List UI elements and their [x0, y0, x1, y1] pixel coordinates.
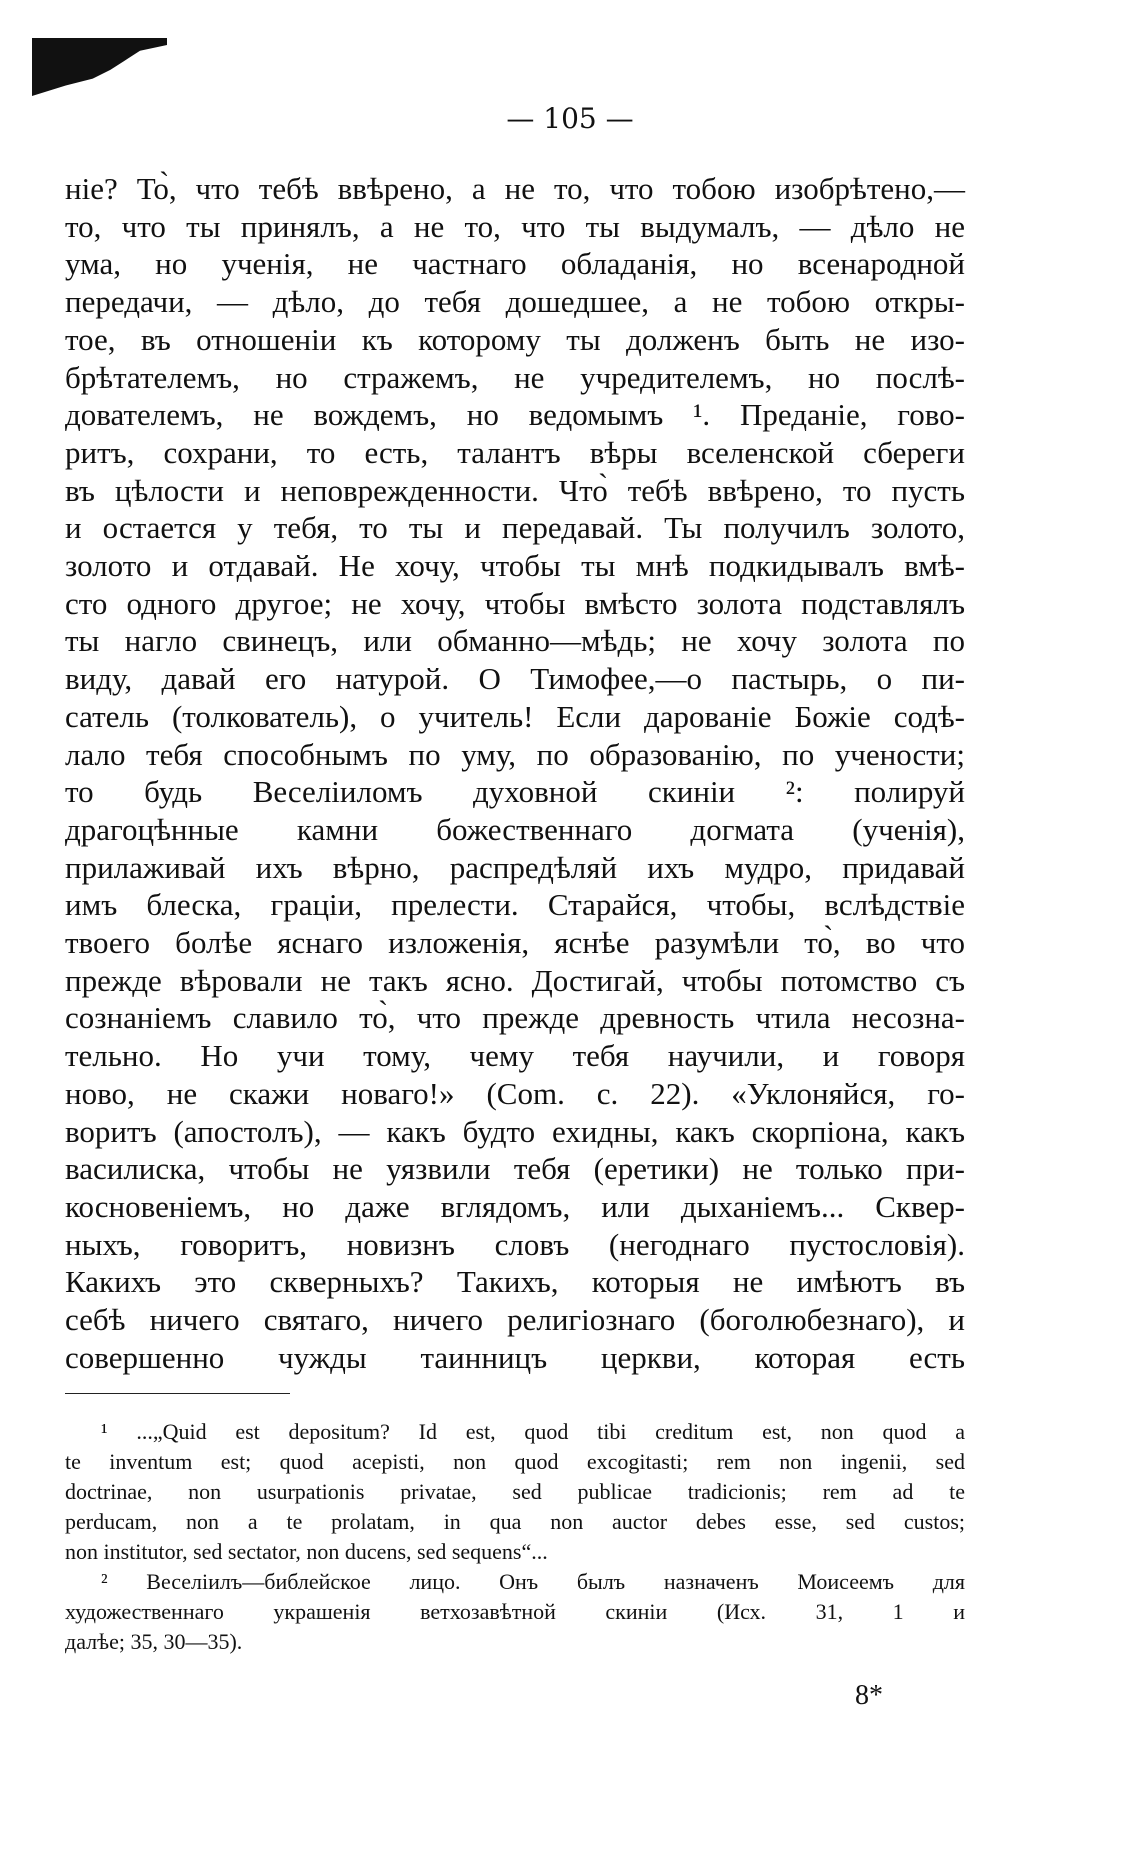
- text-line: ново, не скажи новаго!» (Com. c. 22). «Уклоняйся, го-: [65, 1075, 965, 1111]
- body-text: [65, 170, 965, 1377]
- text-line: то будь Веселіиломъ духовной скиніи ²: полируй: [65, 774, 965, 810]
- ink-blot: [32, 38, 167, 96]
- text-line: совершенно чужды таинницъ церкви, которая есть: [65, 1339, 965, 1375]
- footnote-line: doctrinae, non usurpationis privatae, sed publicae tradicionis; rem ad te: [65, 1479, 965, 1504]
- text-line: прежде вѣровали не такъ ясно. Достигай, чтобы потомство съ: [65, 962, 965, 998]
- text-line: воритъ (апостолъ), — какъ будто ехидны, какъ скорпіона, какъ: [65, 1113, 965, 1149]
- text-line: себѣ ничего святаго, ничего религіознаго (боголюбезнаго), и: [65, 1302, 965, 1338]
- text-line: косновеніемъ, но даже вглядомъ, или дыханіемъ... Сквер-: [65, 1188, 965, 1224]
- text-line: тельно. Но учи тому, чему тебя научили, и говоря: [65, 1038, 965, 1074]
- footnote-line: te inventum est; quod acepisti, non quod excogitasti; rem non ingenii, sed: [65, 1449, 965, 1474]
- footnote-2: [65, 1567, 965, 1657]
- text-line: брѣтателемъ, но стражемъ, не учредителемъ, но послѣ-: [65, 359, 965, 395]
- text-line: ритъ, сохрани, то есть, талантъ вѣры вселенской сбереги: [65, 434, 965, 470]
- text-line: дователемъ, не вождемъ, но ведомымъ ¹. Преданіе, гово-: [65, 397, 965, 433]
- text-line: драгоцѣнные камни божественнаго догмата (ученія),: [65, 811, 965, 847]
- footnote-line: далѣе; 35, 30—35).: [65, 1629, 243, 1654]
- text-line: Какихъ это скверныхъ? Такихъ, которыя не имѣютъ въ: [65, 1264, 965, 1300]
- footnote-divider: [65, 1393, 290, 1394]
- text-line: сатель (толкователь), о учитель! Если дарованіе Божіе содѣ-: [65, 698, 965, 734]
- footnote-line: non institutor, sed sectator, non ducens, sed sequens“...: [65, 1539, 548, 1564]
- text-line: сознаніемъ славило то̀, что прежде древность чтила несозна-: [65, 1000, 965, 1036]
- page-number: — 105 —: [506, 102, 634, 135]
- text-line: въ цѣлости и неповрежденности. Что̀ тебѣ ввѣрено, то пусть: [65, 472, 965, 508]
- text-line: имъ блеска, граціи, прелести. Старайся, чтобы, вслѣдствіе: [65, 887, 965, 923]
- footnote-1: [65, 1417, 965, 1567]
- text-line: золото и отдавай. Не хочу, чтобы ты мнѣ подкидывалъ вмѣ-: [65, 548, 965, 584]
- text-line: ныхъ, говоритъ, новизнъ словъ (негоднаго пустословія).: [65, 1226, 965, 1262]
- footnote-line: художественнаго украшенія ветхозавѣтной скиніи (Исх. 31, 1 и: [65, 1599, 965, 1624]
- footnote-line: ¹ ...„Quid est depositum? Id est, quod tibi creditum est, non quod a: [101, 1419, 965, 1444]
- text-line: лало тебя способнымъ по уму, по образованію, по учености;: [65, 736, 965, 772]
- text-line: василиска, чтобы не уязвили тебя (еретики) не только при-: [65, 1151, 965, 1187]
- text-line: ты нагло свинецъ, или обманно—мѣдь; не хочу золота по: [65, 623, 965, 659]
- text-line: твоего болѣе яснаго изложенія, яснѣе разумѣли то̀, во что: [65, 925, 965, 961]
- text-line: ума, но ученія, не частнаго обладанія, но всенародной: [65, 246, 965, 282]
- text-line: прилаживай ихъ вѣрно, распредѣляй ихъ мудро, придавай: [65, 849, 965, 885]
- footnote-line: ² Веселіилъ—библейское лицо. Онъ былъ назначенъ Моисеемъ для: [101, 1569, 965, 1594]
- text-line: то, что ты принялъ, а не то, что ты выдумалъ, — дѣло не: [65, 208, 965, 244]
- text-line: и остается у тебя, то ты и передавай. Ты получилъ золото,: [65, 510, 965, 546]
- text-line: ніе? То̀, что тебѣ ввѣрено, а не то, что тобою изобрѣтено,—: [65, 171, 965, 206]
- text-line: сто одного другое; не хочу, чтобы вмѣсто золота подставлялъ: [65, 585, 965, 621]
- text-line: передачи, — дѣло, до тебя дошедшее, а не тобою откры-: [65, 284, 965, 320]
- text-line: тое, въ отношеніи къ которому ты долженъ быть не изо-: [65, 321, 965, 357]
- signature-mark: 8*: [855, 1680, 883, 1711]
- footnote-line: perducam, non a te prolatam, in qua non auctor debes esse, sed custos;: [65, 1509, 965, 1534]
- text-line: виду, давай его натурой. О Тимофее,—о пастырь, о пи-: [65, 661, 965, 697]
